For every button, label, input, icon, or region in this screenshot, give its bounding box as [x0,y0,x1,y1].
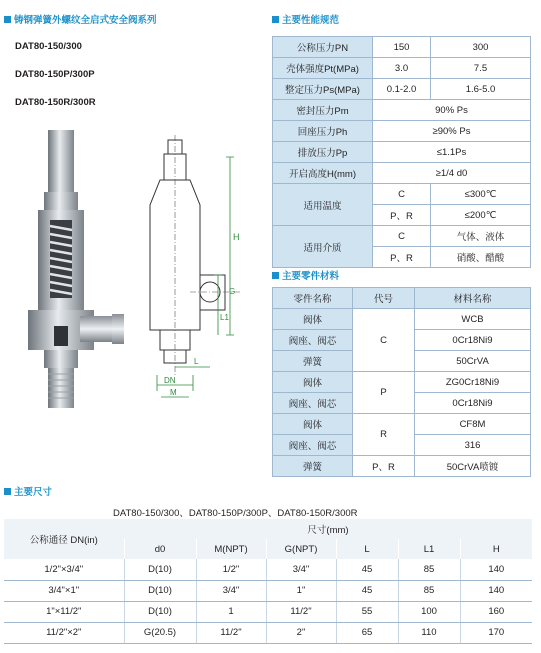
table-cell: 1 [196,601,266,622]
table-row [4,580,532,601]
part-code: P [353,372,415,414]
perf-label: 密封压力Pm [273,100,373,121]
part-material: 50CrVA喷镀 [415,456,531,477]
table-cell: 11/2" [266,601,336,622]
column-header: 零件名称 [273,288,353,309]
parts-table [272,287,531,477]
parts-title: 主要零件材料 [272,268,339,282]
column-header: H [460,539,532,559]
part-material: CF8M [415,414,531,435]
size-header: 尺寸(mm) [124,519,532,539]
part-name: 阀体 [273,309,353,330]
table-row [273,100,531,121]
table-cell: 140 [460,580,532,601]
part-code: R [353,414,415,456]
series-title: 铸钢弹簧外螺纹全启式安全阀系列 [4,12,157,26]
perf-value: ≤1.1Ps [373,142,531,163]
perf-label: 适用温度 [273,184,373,226]
part-name: 阀体 [273,372,353,393]
table-row [273,414,531,435]
column-header: M(NPT) [196,539,266,559]
part-name: 阀座、阀芯 [273,393,353,414]
dim-label-m: M [170,388,177,397]
table-header-row [273,288,531,309]
part-material: WCB [415,309,531,330]
part-material: 316 [415,435,531,456]
part-name: 弹簧 [273,456,353,477]
table-cell: 1/2" [196,559,266,580]
dn-cell: 11/2"×2" [4,622,124,643]
column-header: d0 [124,539,196,559]
model-1: DAT80-150/300 [15,41,82,52]
part-code: C [353,309,415,372]
dimensions-series-caption: DAT80-150/300、DAT80-150P/300P、DAT80-150R/300R [113,508,358,519]
perf-material: C [373,226,431,247]
perf-value: ≥90% Ps [373,121,531,142]
table-cell: 110 [398,622,460,643]
dn-cell: 1/2"×3/4" [4,559,124,580]
column-header: L [336,539,398,559]
bullet-square-icon [272,16,279,23]
dimensions-table [4,519,532,644]
dim-label-h: H [233,232,240,242]
dim-label-g: G [229,287,236,296]
table-row [273,456,531,477]
perf-value: 7.5 [431,58,531,79]
table-row [273,37,531,58]
perf-material: C [373,184,431,205]
table-cell: 3/4" [196,580,266,601]
table-row [273,184,531,205]
table-cell: 170 [460,622,532,643]
perf-value: 150 [373,37,431,58]
part-name: 弹簧 [273,351,353,372]
table-cell: 55 [336,601,398,622]
perf-value: ≥1/4 d0 [373,163,531,184]
perf-value: 气体、液体 [431,226,531,247]
table-cell: 2" [266,622,336,643]
model-3: DAT80-150R/300R [15,97,96,108]
bullet-square-icon [4,16,11,23]
table-row [273,163,531,184]
part-material: 0Cr18Ni9 [415,393,531,414]
table-cell: 45 [336,580,398,601]
perf-value: 90% Ps [373,100,531,121]
table-header-row [4,519,532,539]
table-row [273,121,531,142]
valve-dimension-drawing [130,135,265,410]
part-name: 阀座、阀芯 [273,330,353,351]
table-cell: D(10) [124,601,196,622]
table-cell: 65 [336,622,398,643]
table-row [273,142,531,163]
dim-label-l1: L1 [220,313,229,322]
table-cell: 85 [398,559,460,580]
model-2: DAT80-150P/300P [15,69,95,80]
perf-material: P、R [373,247,431,268]
perf-material: P、R [373,205,431,226]
table-cell: 160 [460,601,532,622]
dn-header: 公称通径 DN(in) [4,519,124,559]
table-cell: D(10) [124,580,196,601]
part-material: 0Cr18Ni9 [415,330,531,351]
table-cell: 85 [398,580,460,601]
table-cell: 100 [398,601,460,622]
perf-label: 适用介质 [273,226,373,268]
table-row [273,309,531,330]
table-row [4,601,532,622]
part-material: ZG0Cr18Ni9 [415,372,531,393]
table-cell: D(10) [124,559,196,580]
part-name: 阀体 [273,414,353,435]
dimensions-title: 主要尺寸 [4,484,52,498]
bullet-square-icon [272,272,279,279]
table-cell: 3/4" [266,559,336,580]
dn-cell: 1"×11/2" [4,601,124,622]
table-row [273,226,531,247]
part-code: P、R [353,456,415,477]
table-row [4,622,532,643]
dim-label-l: L [194,357,199,366]
perf-value: 300 [431,37,531,58]
perf-value: 3.0 [373,58,431,79]
column-header: 材料名称 [415,288,531,309]
perf-label: 排放压力Pp [273,142,373,163]
valve-cutaway-photo [10,130,128,410]
part-name: 阀座、阀芯 [273,435,353,456]
table-row [273,372,531,393]
perf-value: ≤200℃ [431,205,531,226]
perf-value: 0.1-2.0 [373,79,431,100]
table-cell: 45 [336,559,398,580]
table-row [4,559,532,580]
perf-label: 公称压力PN [273,37,373,58]
table-cell: 140 [460,559,532,580]
dim-label-dn: DN [164,376,176,385]
table-row [273,79,531,100]
column-header: 代号 [353,288,415,309]
perf-value: 1.6-5.0 [431,79,531,100]
bullet-square-icon [4,488,11,495]
performance-table [272,36,531,268]
perf-label: 开启高度H(mm) [273,163,373,184]
perf-value: ≤300℃ [431,184,531,205]
column-header: G(NPT) [266,539,336,559]
perf-label: 壳体强度Pt(MPa) [273,58,373,79]
perf-label: 整定压力Ps(MPa) [273,79,373,100]
table-row [273,58,531,79]
table-cell: 11/2" [196,622,266,643]
table-cell: G(20.5) [124,622,196,643]
perf-value: 硝酸、醋酸 [431,247,531,268]
performance-title: 主要性能规范 [272,12,339,26]
dn-cell: 3/4"×1" [4,580,124,601]
part-material: 50CrVA [415,351,531,372]
column-header: L1 [398,539,460,559]
table-cell: 1" [266,580,336,601]
perf-label: 回座压力Ph [273,121,373,142]
